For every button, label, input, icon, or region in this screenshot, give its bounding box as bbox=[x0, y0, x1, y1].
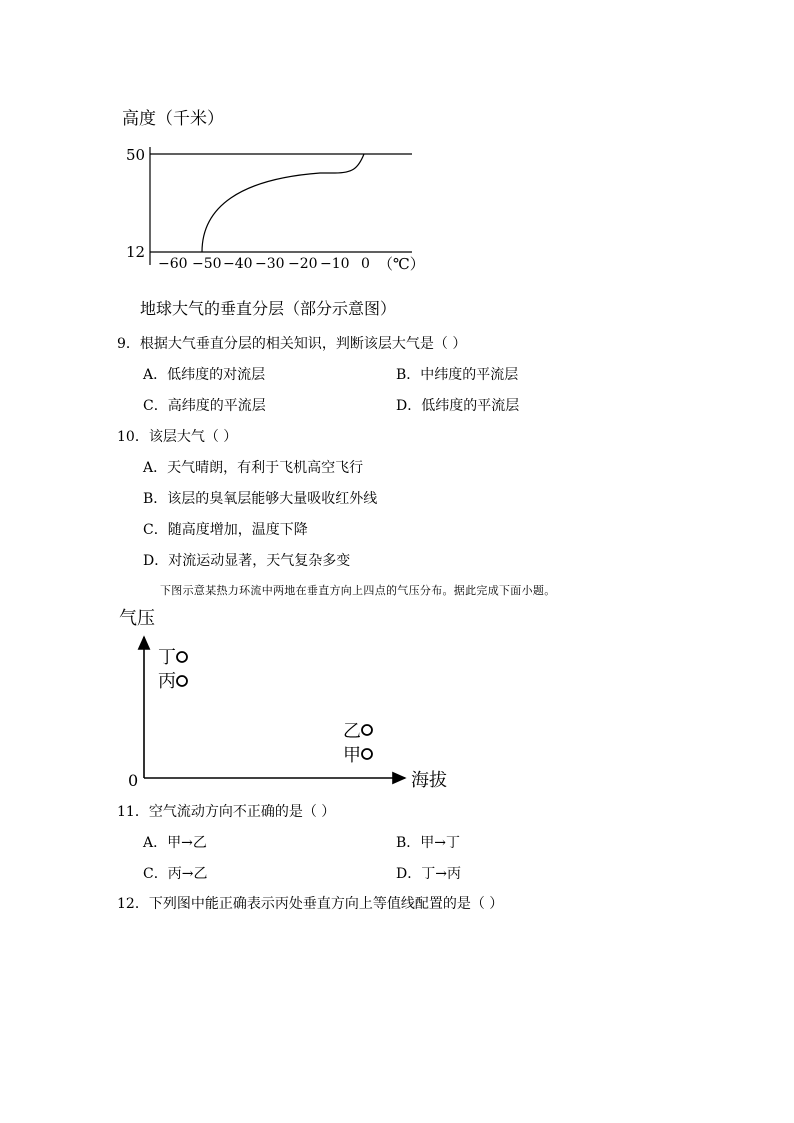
figure1-x-tick: −60 bbox=[158, 256, 188, 272]
figure2-x-label: 海拔 bbox=[411, 770, 447, 791]
option-letter: C． bbox=[143, 866, 168, 882]
option-letter: B． bbox=[396, 835, 421, 851]
question-9 bbox=[117, 333, 466, 353]
point-label-ding: 丁 bbox=[158, 647, 176, 668]
figure1-chart bbox=[120, 135, 440, 280]
question-stem: 空气流动方向不正确的是（ ） bbox=[148, 804, 336, 820]
intro-text: 下图示意某热力环流中两地在垂直方向上四点的气压分布。据此完成下面小题。 bbox=[160, 584, 556, 597]
point-label-jia: 甲 bbox=[343, 745, 361, 766]
option-text: 丁→丙 bbox=[421, 866, 461, 882]
option-letter: D． bbox=[143, 553, 169, 569]
question-number: 9． bbox=[117, 336, 140, 352]
option-11d bbox=[396, 863, 461, 883]
option-letter: D． bbox=[396, 398, 422, 414]
option-9b bbox=[396, 364, 518, 384]
option-letter: A． bbox=[143, 460, 168, 476]
figure1-x-unit: （℃） bbox=[378, 255, 425, 273]
option-text: 对流运动显著，天气复杂多变 bbox=[168, 553, 351, 569]
question-number: 12． bbox=[117, 896, 149, 912]
option-text: 高纬度的平流层 bbox=[167, 398, 266, 414]
figure2-y-label: 气压 bbox=[119, 608, 155, 629]
option-letter: C． bbox=[143, 398, 168, 414]
figure2-origin: 0 bbox=[128, 771, 139, 790]
figure1-x-tick: −30 bbox=[255, 256, 285, 272]
figure1-x-tick: 0 bbox=[361, 256, 370, 272]
point-bing bbox=[177, 676, 187, 686]
question-number: 11． bbox=[117, 804, 149, 820]
option-letter: B． bbox=[396, 367, 421, 383]
question-stem: 根据大气垂直分层的相关知识，判断该层大气是（ ） bbox=[139, 336, 467, 352]
figure2-chart bbox=[115, 600, 460, 795]
question-10 bbox=[117, 426, 237, 446]
option-9c bbox=[143, 395, 266, 415]
point-ding bbox=[177, 652, 187, 662]
question-stem: 该层大气（ ） bbox=[148, 429, 238, 445]
option-9a bbox=[143, 364, 265, 384]
option-letter: C． bbox=[143, 522, 168, 538]
figure1-y-tick-12: 12 bbox=[126, 243, 146, 261]
option-letter: A． bbox=[143, 367, 168, 383]
figure1-y-tick-50: 50 bbox=[126, 146, 146, 164]
figure1-caption: 地球大气的垂直分层（部分示意图） bbox=[140, 299, 397, 318]
point-jia bbox=[362, 749, 372, 759]
option-9d bbox=[396, 395, 519, 415]
question-11 bbox=[117, 801, 335, 821]
option-letter: B． bbox=[143, 491, 168, 507]
option-text: 丙→乙 bbox=[167, 866, 208, 882]
figure1-x-tick: −40 bbox=[223, 256, 253, 272]
option-letter: A． bbox=[143, 835, 168, 851]
option-11a bbox=[143, 832, 207, 852]
option-text: 甲→乙 bbox=[167, 835, 207, 851]
option-10b bbox=[143, 488, 377, 508]
option-10a bbox=[143, 457, 363, 477]
figure1-x-tick: −10 bbox=[320, 256, 350, 272]
figure1-x-tick: −50 bbox=[192, 256, 222, 272]
point-yi bbox=[362, 725, 372, 735]
figure1-temperature-curve bbox=[202, 154, 364, 252]
option-11b bbox=[396, 832, 460, 852]
option-text: 甲→丁 bbox=[420, 835, 461, 851]
option-text: 低纬度的对流层 bbox=[167, 367, 266, 383]
figure1-x-tick: −20 bbox=[288, 256, 318, 272]
option-text: 中纬度的平流层 bbox=[420, 367, 519, 383]
option-10c bbox=[143, 519, 308, 539]
option-text: 随高度增加，温度下降 bbox=[167, 522, 308, 538]
point-label-bing: 丙 bbox=[158, 671, 176, 692]
option-10d bbox=[143, 550, 350, 570]
option-text: 该层的臭氧层能够大量吸收红外线 bbox=[167, 491, 378, 507]
option-11c bbox=[143, 863, 207, 883]
question-number: 10． bbox=[117, 429, 149, 445]
option-letter: D． bbox=[396, 866, 422, 882]
question-12 bbox=[117, 893, 503, 913]
point-label-yi: 乙 bbox=[343, 721, 361, 742]
option-text: 低纬度的平流层 bbox=[421, 398, 520, 414]
question-stem: 下列图中能正确表示丙处垂直方向上等值线配置的是（ ） bbox=[148, 896, 504, 912]
figure1-y-label: 高度（千米） bbox=[122, 109, 224, 129]
option-text: 天气晴朗，有利于飞机高空飞行 bbox=[167, 460, 364, 476]
